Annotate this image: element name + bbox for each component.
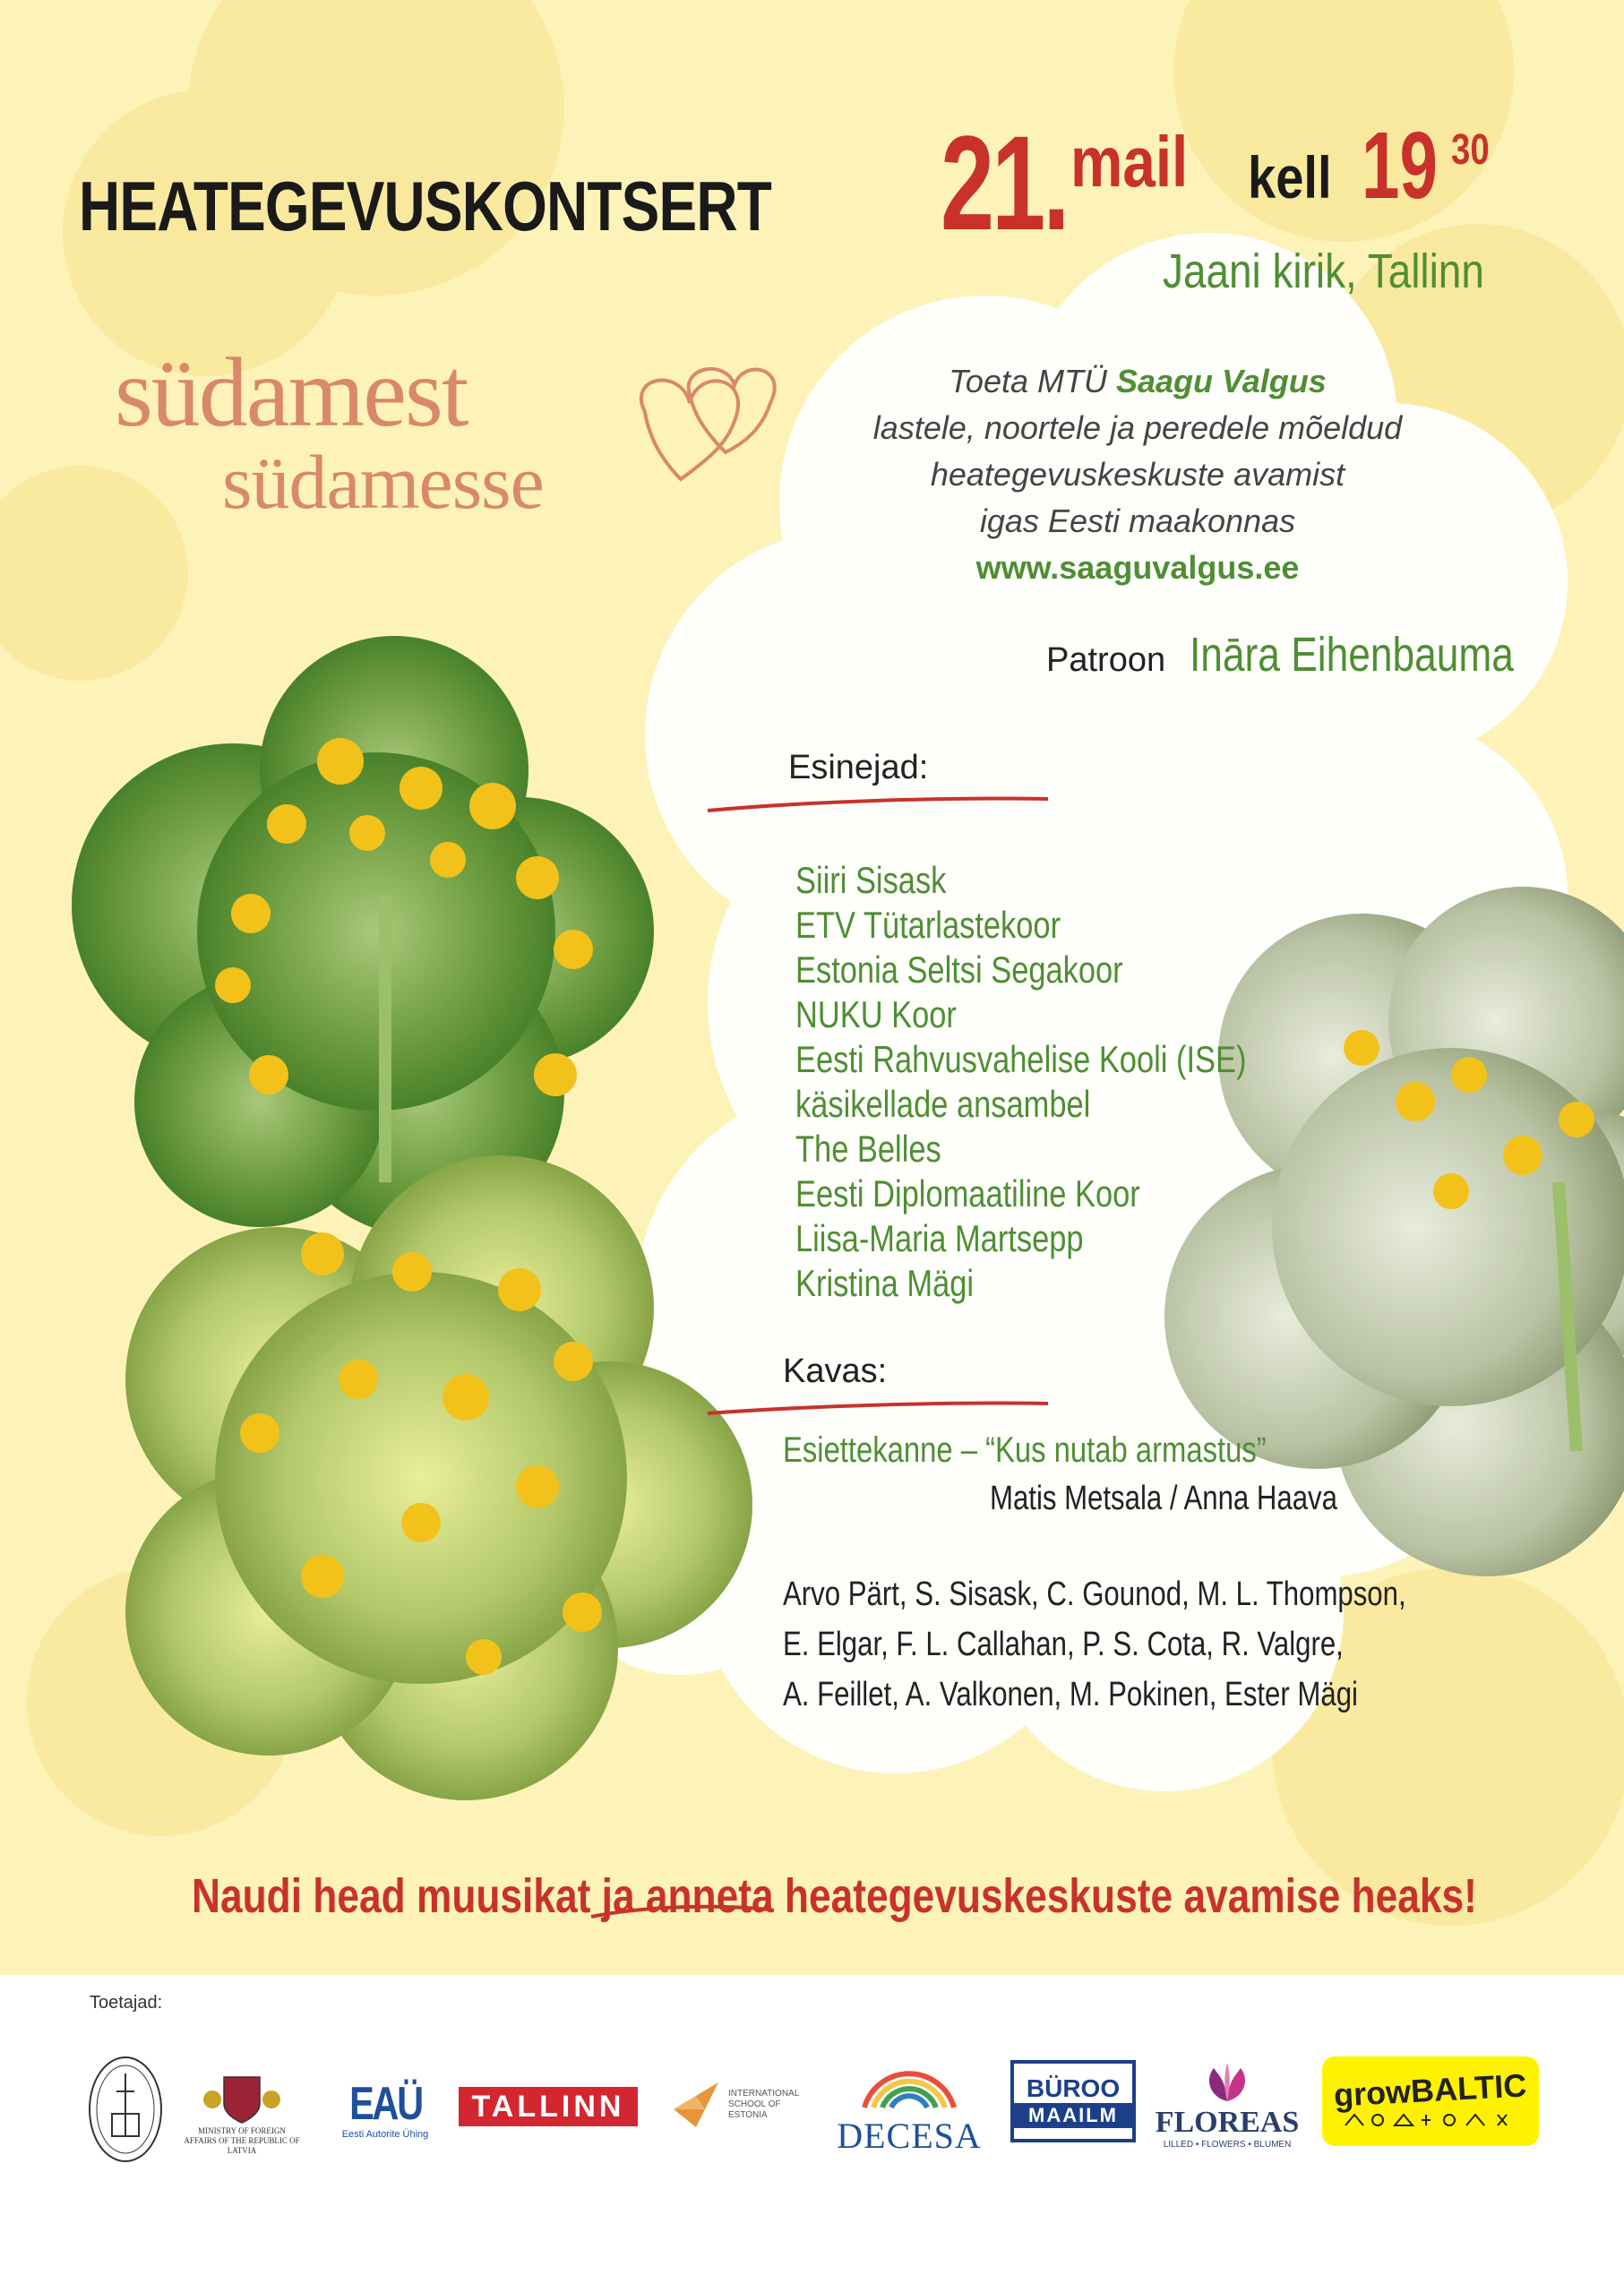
list-item: Liisa-Maria Martsepp xyxy=(795,1217,1084,1259)
bird-icon xyxy=(669,2078,723,2132)
floreas-subtext: LILLED • FLOWERS • BLUMEN xyxy=(1163,2139,1292,2150)
event-date-month: mail xyxy=(1070,122,1189,202)
event-title: HEATEGEVUSKONTSERT xyxy=(79,167,771,245)
mfa-latvia-text: MINISTRY OF FOREIGN AFFAIRS OF THE REPUBLIC OF LATVIA xyxy=(184,2125,300,2155)
eau-logo xyxy=(336,2069,434,2150)
support-text xyxy=(735,358,1541,591)
list-item: NUKU Koor xyxy=(795,993,957,1035)
composers-line: Arvo Pärt, S. Sisask, C. Gounod, M. L. Thompson, xyxy=(783,1575,1406,1613)
list-item: ETV Tütarlastekoor xyxy=(795,904,1061,946)
event-date-day: 21. xyxy=(941,107,1068,258)
performers-header: Esinejad: xyxy=(788,749,929,786)
premiere-title: Esiettekanne – “Kus nutab armastus” xyxy=(783,1430,1267,1470)
campaign-logo-line1: südamest xyxy=(115,338,468,447)
program-header: Kavas: xyxy=(783,1352,888,1390)
composers-line: E. Elgar, F. L. Callahan, P. S. Cota, R. Valgre, xyxy=(783,1626,1344,1663)
support-org: Saagu Valgus xyxy=(1116,363,1327,399)
list-item: Siiri Sisask xyxy=(795,859,947,901)
mfa-latvia-logo xyxy=(184,2060,300,2168)
sponsors-label: Toetajad: xyxy=(90,1993,163,2013)
support-prefix: Toeta MTÜ xyxy=(949,363,1107,399)
coat-of-arms-icon xyxy=(202,2073,282,2126)
list-item: käsikellade ansambel xyxy=(795,1083,1091,1125)
people-circle-icon xyxy=(851,2054,967,2116)
campaign-logo-line2: südamesse xyxy=(222,439,544,525)
list-item: The Belles xyxy=(795,1128,941,1170)
slogan: Naudi head muusikat ja anneta heategevuskeskuste avamise heaks! xyxy=(192,1869,1477,1923)
patron-label: Patroon xyxy=(1046,641,1166,679)
ise-text: INTERNATIONAL SCHOOL OF ESTONIA xyxy=(728,2089,799,2120)
growbaltic-logo xyxy=(1322,2056,1539,2146)
list-item: Eesti Rahvusvahelise Kooli (ISE) xyxy=(795,1038,1247,1080)
event-time-hour: 19 xyxy=(1362,113,1438,219)
tallinn-logo xyxy=(459,2087,638,2126)
tallinn-text: TALLINN xyxy=(471,2089,625,2124)
eau-subtext: Eesti Autorite Ühing xyxy=(341,2129,429,2140)
event-venue: Jaani kirik, Tallinn xyxy=(1163,245,1484,298)
growbaltic-text: growBALTIC xyxy=(1333,2066,1528,2114)
list-item: Kristina Mägi xyxy=(795,1262,975,1304)
support-line2: lastele, noortele ja peredele mõeldud xyxy=(872,409,1403,446)
flower-icon xyxy=(1200,2061,1254,2106)
ise-logo xyxy=(663,2065,815,2145)
eau-text: EAÜ xyxy=(348,2078,422,2130)
decesa-text: DECESA xyxy=(837,2116,982,2156)
decesa-logo xyxy=(838,2047,981,2163)
buroo-text: BÜROO xyxy=(1026,2074,1121,2102)
support-line4: igas Eesti maakonnas xyxy=(979,502,1296,539)
performers-list xyxy=(795,858,1345,1306)
floreas-logo xyxy=(1156,2051,1299,2159)
composers-list xyxy=(783,1569,1406,1720)
list-item: Eesti Diplomaatiline Koor xyxy=(795,1172,1140,1215)
patron-name: Ināra Eihenbauma xyxy=(1190,628,1514,682)
maailm-text: MAAILM xyxy=(1014,2103,1132,2128)
buroo-maailm-logo xyxy=(1010,2060,1136,2142)
premiere-authors: Matis Metsala / Anna Haava xyxy=(990,1480,1337,1517)
event-time-minutes: 30 xyxy=(1451,126,1490,174)
support-line3: heategevuskeskuste avamist xyxy=(930,456,1345,493)
composers-line: A. Feillet, A. Valkonen, M. Pokinen, Ester Mägi xyxy=(783,1676,1358,1713)
event-time-word: kell xyxy=(1248,144,1332,210)
church-seal-icon xyxy=(85,2051,166,2168)
list-item: Estonia Seltsi Segakoor xyxy=(795,949,1123,991)
support-url-link[interactable]: www.saaguvalgus.ee xyxy=(975,549,1300,586)
floreas-text: FLOREAS xyxy=(1155,2105,1300,2139)
